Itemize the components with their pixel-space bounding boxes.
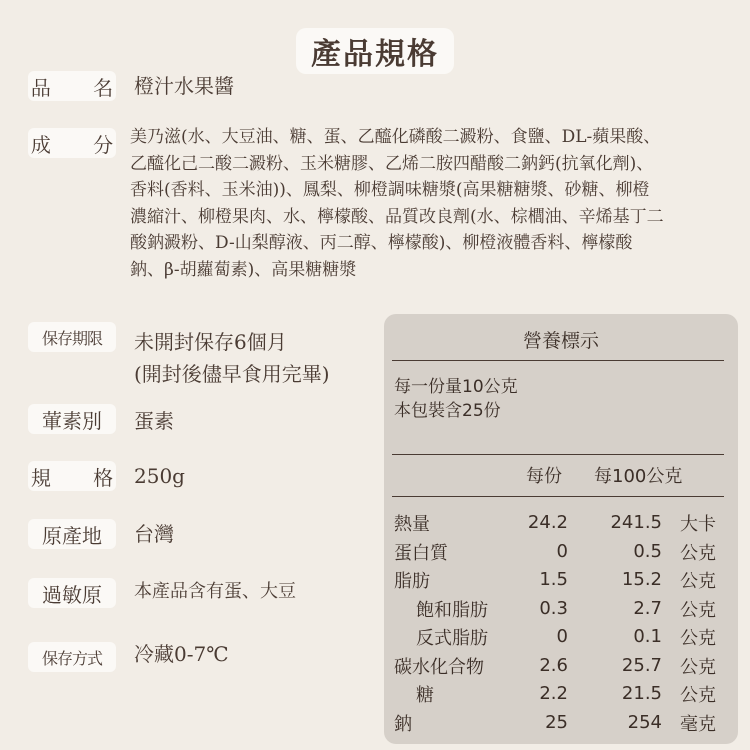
- nutrient-per-serving: 0: [556, 540, 568, 562]
- origin-value: 台灣: [134, 522, 174, 546]
- nutrition-divider: [392, 496, 724, 497]
- nutrition-divider: [392, 454, 724, 455]
- nutrient-per-100g: 2.7: [633, 597, 662, 619]
- ingredients-label: 成 分: [28, 128, 116, 158]
- shelf-life-label: 保存期限: [28, 322, 116, 352]
- nutrient-unit: 大卡: [680, 514, 716, 535]
- servings-per-package: 本包裝含25份: [394, 401, 501, 421]
- vegetarian-value: 蛋素: [134, 409, 174, 433]
- shelf-life-value: 未開封保存6個月: [134, 330, 287, 354]
- nutrient-per-serving: 2.2: [539, 683, 568, 704]
- nutrient-name: 反式脂肪: [416, 628, 488, 649]
- nutrition-title: 營養標示: [522, 330, 599, 352]
- page-title: 產品規格: [296, 28, 454, 74]
- storage-label: 保存方式: [28, 642, 116, 672]
- nutrient-per-serving: 0.3: [539, 597, 568, 619]
- nutrient-per-100g: 25.7: [621, 654, 662, 676]
- nutrient-name: 熱量: [394, 514, 430, 535]
- ingredients-line: 鈉、β-胡蘿蔔素)、高果糖糖漿: [130, 259, 357, 280]
- nutrient-unit: 公克: [680, 628, 716, 649]
- shelf-life-note: (開封後儘早食用完畢): [134, 362, 330, 386]
- nutrient-unit: 公克: [680, 685, 716, 706]
- nutrient-unit: 公克: [680, 599, 716, 621]
- ingredients-text: [130, 124, 730, 283]
- nutrient-unit: 公克: [680, 571, 716, 592]
- vegetarian-label: 葷素別: [28, 404, 116, 434]
- nutrient-unit: 公克: [680, 656, 716, 678]
- nutrient-name: 蛋白質: [394, 542, 448, 564]
- ingredients-line: 香料(香料、玉米油))、鳳梨、柳橙調味糖漿(高果糖糖漿、砂糖、柳橙: [130, 180, 650, 200]
- nutrient-name: 脂肪: [394, 571, 430, 592]
- allergen-label: 過敏原: [28, 578, 116, 608]
- col-per-serving: 每份: [526, 466, 562, 487]
- nutrient-per-serving: 25: [545, 711, 568, 733]
- size-value: 250g: [134, 464, 185, 488]
- col-per-100g: 每100公克: [594, 466, 683, 487]
- nutrient-name: 鈉: [394, 713, 412, 735]
- name-label: 品 名: [28, 71, 116, 101]
- nutrient-per-100g: 241.5: [610, 512, 662, 533]
- nutrient-per-100g: 0.5: [633, 540, 662, 562]
- nutrient-per-serving: 1.5: [539, 569, 568, 590]
- nutrient-unit: 毫克: [680, 713, 716, 735]
- nutrient-per-100g: 0.1: [633, 626, 662, 647]
- nutrient-per-100g: 15.2: [621, 569, 662, 590]
- ingredients-line: 乙醯化己二酸二澱粉、玉米糖膠、乙烯二胺四醋酸二鈉鈣(抗氧化劑)、: [130, 153, 654, 174]
- nutrient-per-100g: 21.5: [621, 683, 662, 704]
- nutrition-divider: [392, 360, 724, 361]
- ingredients-line: 酸鈉澱粉、D-山梨醇液、丙二醇、檸檬酸)、柳橙液體香料、檸檬酸: [130, 233, 633, 253]
- serving-size: 每一份量10公克: [394, 377, 518, 397]
- origin-label: 原產地: [28, 519, 116, 549]
- ingredients-line: 美乃滋(水、大豆油、糖、蛋、乙醯化磷酸二澱粉、食鹽、DL-蘋果酸、: [130, 127, 661, 147]
- nutrient-per-100g: 254: [627, 711, 662, 733]
- nutrient-per-serving: 2.6: [539, 654, 568, 676]
- nutrient-per-serving: 0: [556, 626, 568, 647]
- size-label: 規 格: [28, 461, 116, 491]
- nutrient-name: 飽和脂肪: [416, 599, 488, 621]
- nutrient-name: 糖: [416, 685, 434, 706]
- nutrient-name: 碳水化合物: [394, 656, 484, 678]
- nutrition-panel: [384, 314, 738, 744]
- storage-value: 冷藏0-7℃: [134, 642, 229, 666]
- name-value: 橙汁水果醬: [134, 74, 234, 98]
- nutrient-per-serving: 24.2: [527, 512, 568, 533]
- allergen-value: 本產品含有蛋、大豆: [134, 581, 296, 602]
- ingredients-line: 濃縮汁、柳橙果肉、水、檸檬酸、品質改良劑(水、棕櫚油、辛烯基丁二: [130, 206, 664, 227]
- nutrient-unit: 公克: [680, 542, 716, 564]
